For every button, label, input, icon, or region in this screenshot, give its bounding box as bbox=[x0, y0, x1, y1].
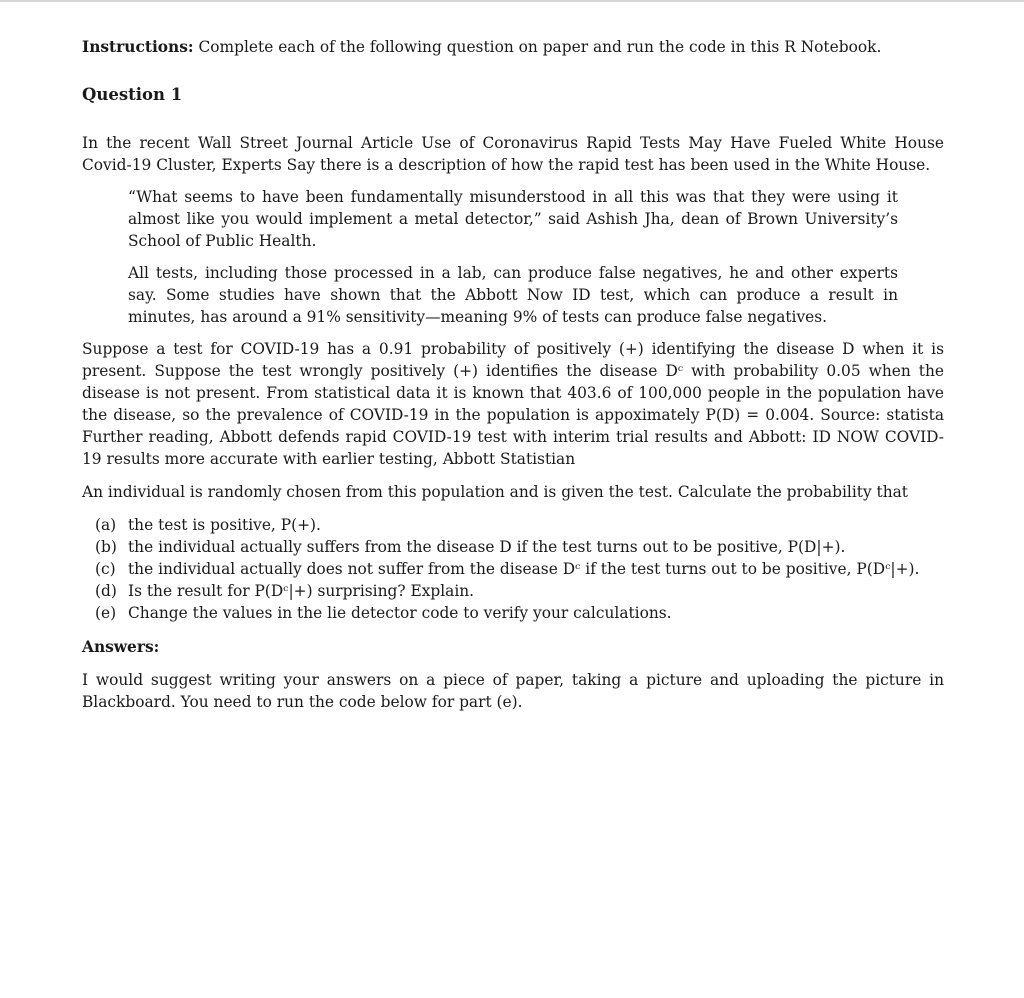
part-text: the individual actually does not suffer from the disease Dᶜ if the test turns out to be positive, P(Dᶜ|+). bbox=[128, 560, 920, 578]
part-label: (a) bbox=[95, 516, 117, 534]
instructions-label: Instructions: bbox=[82, 38, 194, 56]
question-title: Question 1 bbox=[82, 85, 183, 104]
list-item bbox=[95, 602, 944, 624]
page-top-border bbox=[0, 0, 1024, 2]
answers-text: I would suggest writing your answers on a piece of paper, taking a picture and uploading the picture in Blackboard. You need to run the code below for part (e). bbox=[82, 671, 944, 711]
part-text: Change the values in the lie detector code to verify your calculations. bbox=[128, 604, 672, 622]
part-text: the test is positive, P(+). bbox=[128, 516, 321, 534]
list-item bbox=[95, 558, 944, 580]
question-intro: In the recent Wall Street Journal Article Use of Coronavirus Rapid Tests May Have Fueled White House Covid-19 Cluster, Experts Say there is a description of how the rapid test has been used in the White House. bbox=[82, 134, 944, 174]
list-item bbox=[95, 536, 944, 558]
quote-paragraph-2: All tests, including those processed in a lab, can produce false negatives, he and other experts say. Some studies have shown that the Abbott Now ID test, which can produce a result in minutes, has around a 91% sensitivity—meaning 9% of tests can produce false negatives. bbox=[128, 264, 898, 326]
article-quote bbox=[128, 186, 898, 328]
list-item bbox=[95, 580, 944, 602]
part-label: (c) bbox=[95, 560, 116, 578]
instructions-line bbox=[82, 36, 944, 58]
part-label: (d) bbox=[95, 582, 117, 600]
quote-paragraph-1: “What seems to have been fundamentally misunderstood in all this was that they were using it almost like you would implement a metal detector,” said Ashish Jha, dean of Brown University’s School of Public Health. bbox=[128, 188, 898, 250]
document-page bbox=[82, 36, 944, 713]
part-text: Is the result for P(Dᶜ|+) surprising? Explain. bbox=[128, 582, 475, 600]
question-parts-list bbox=[82, 514, 944, 624]
problem-statement: Suppose a test for COVID-19 has a 0.91 probability of positively (+) identifying the disease D when it is present. Suppose the test wrongly positively (+) identifies the disease Dᶜ with probability 0.05 when the disease is not present. From statistical data it is known that 403.6 of 100,000 people in the population have the disease, so the prevalence of COVID-19 in the population is appoximately P(D) = 0.004. Source: statista Further reading, Abbott defends rapid COVID-19 test with interim trial results and Abbott: ID NOW COVID-19 results more accurate with earlier testing, Abbott Statistian bbox=[82, 340, 944, 468]
task-statement: An individual is randomly chosen from this population and is given the test. Calculate the probability that bbox=[82, 483, 908, 501]
part-label: (b) bbox=[95, 538, 117, 556]
answers-title: Answers: bbox=[82, 638, 160, 656]
list-item bbox=[95, 514, 944, 536]
part-label: (e) bbox=[95, 604, 117, 622]
instructions-text: Complete each of the following question on paper and run the code in this R Notebook. bbox=[198, 38, 882, 56]
part-text: the individual actually suffers from the disease D if the test turns out to be positive, P(D|+). bbox=[128, 538, 846, 556]
